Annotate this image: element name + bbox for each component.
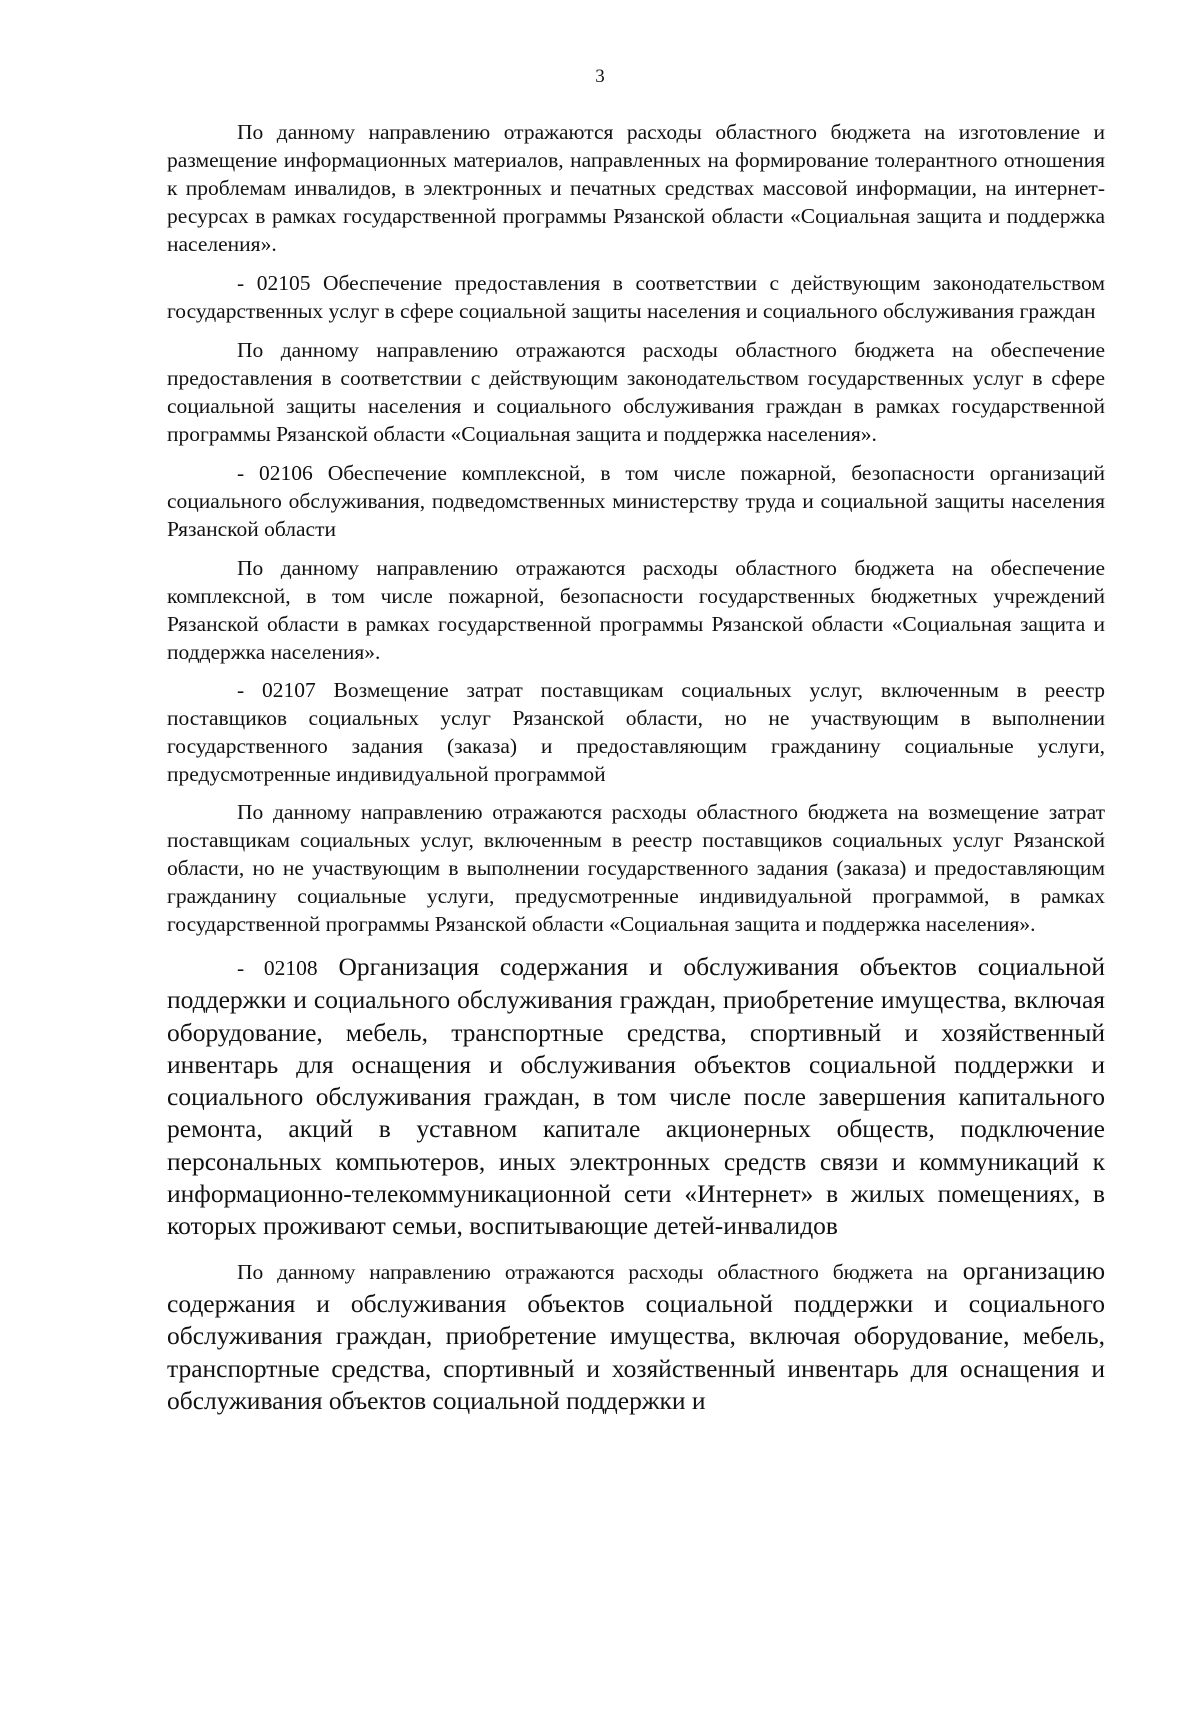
document-body: [167, 118, 1105, 1417]
paragraph-02106-heading: - 02106 Обеспечение комплексной, в том числе пожарной, безопасности организаций социального обслуживания, подведомственных министерству труда и социальной защиты населения Рязанской области: [167, 461, 1105, 541]
paragraph-02106-description: По данному направлению отражаются расходы областного бюджета на обеспечение комплексной, в том числе пожарной, безопасности государственных бюджетных учреждений Рязанской области в рамках государственной программы Рязанской области «Социальная защита и поддержка населения».: [167, 556, 1105, 664]
item-text: Организация содержания и обслуживания объектов социальной поддержки и социального обслуживания граждан, приобретение имущества, включая оборудование, мебель, транспортные средства, спортивный и хозяйственный инвентарь для оснащения и обслуживания объектов социальной поддержки и социального обслуживания граждан, в том числе после завершения капитального ремонта, акций в уставном капитале акционерных обществ, подключение персональных компьютеров, иных электронных средств связи и коммуникаций к информационно-телекоммуникационной сети «Интернет» в жилых помещениях, в которых проживают семьи, воспитывающие детей-инвалидов: [167, 952, 1105, 1241]
description-lead: По данному направлению отражаются расходы областного бюджета на: [237, 1259, 948, 1284]
paragraph-02105-description: По данному направлению отражаются расходы областного бюджета на обеспечение предоставления в соответствии с действующим законодательством государственных услуг в сфере социальной защиты населения и социального обслуживания граждан в рамках государственной программы Рязанской области «Социальная защита и поддержка населения».: [167, 338, 1105, 446]
paragraph-02107-description: По данному направлению отражаются расходы областного бюджета на возмещение затрат поставщикам социальных услуг, включенным в реестр поставщиков социальных услуг Рязанской области, но не участвующим в выполнении государственного задания (заказа) и предоставляющим гражданину социальные услуги, предусмотренные индивидуальной программой, в рамках государственной программы Рязанской области «Социальная защита и поддержка населения».: [167, 800, 1105, 936]
paragraph-02107-heading: - 02107 Возмещение затрат поставщикам социальных услуг, включенным в реестр поставщиков социальных услуг Рязанской области, но не участвующим в выполнении государственного задания (заказа) и предоставляющим гражданину социальные услуги, предусмотренные индивидуальной программой: [167, 678, 1105, 786]
page-number: 3: [595, 66, 605, 87]
paragraph-02108-heading: [167, 951, 1105, 1243]
paragraph-02105-heading: - 02105 Обеспечение предоставления в соответствии с действующим законодательством государственных услуг в сфере социальной защиты населения и социального обслуживания граждан: [167, 271, 1105, 323]
paragraph-02108-description: [167, 1255, 1105, 1417]
description-text: организацию содержания и обслуживания объектов социальной поддержки и социального обслуживания граждан, приобретение имущества, включая оборудование, мебель, транспортные средства, спортивный и хозяйственный инвентарь для оснащения и обслуживания объектов социальной поддержки и: [167, 1255, 1106, 1415]
item-code: - 02108: [237, 956, 318, 980]
paragraph-01-description: По данному направлению отражаются расходы областного бюджета на изготовление и размещение информационных материалов, направленных на формирование толерантного отношения к проблемам инвалидов, в электронных и печатных средствах массовой информации, на интернет-ресурсах в рамках государственной программы Рязанской области «Социальная защита и поддержка населения».: [167, 120, 1105, 256]
